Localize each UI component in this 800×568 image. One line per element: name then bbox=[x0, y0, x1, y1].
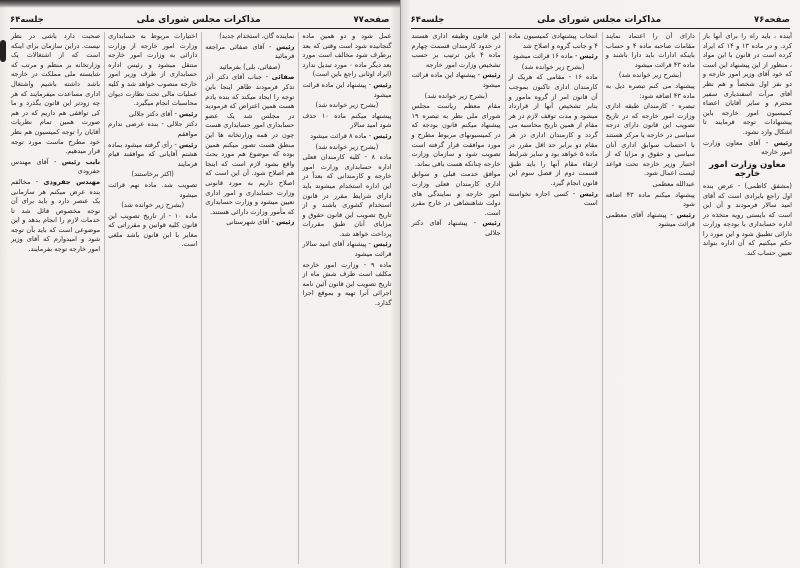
speaker-name: رئیس bbox=[178, 140, 198, 149]
speech-text: پیشنهاد آقای امید سالار قرائت میشود bbox=[302, 240, 392, 259]
speaker-name: رئیس bbox=[579, 52, 598, 61]
paragraph: اختیارات مربوط به حسابداری وزارت امور خارجه از وزارت دارائی به وزارت امور خارجه منتقل میشود و رئیس اداره حسابداری از طرف وزیر امور خارجه منصوب خواهد شد و کلیه عملیات مالی تحت نظارت دیوان محاسبات انجام میگیرد. bbox=[108, 32, 198, 108]
paragraph: آینده ، باید راه را برای آنها باز کرد. و در ماده ۱۳ و ۱۴ که ایراد کرده است در قانون با این مواد ، منظور از این پیشنهاد این است که خود آقای وزیر امور خارجه و دو نفر اول شخصاً و هم نظر آقای مرآت اسفندیاری سفیر محترم و سایر آقایان اعضاء کمیسیون امور خارجه باین پیشنهادات توجه فرمایند تا اشکال وارد نشود. bbox=[702, 32, 792, 136]
speaker-name: رئیس bbox=[482, 71, 501, 80]
text-column bbox=[298, 32, 391, 564]
paragraph: دارای آن را اعتماد نمایند مقامات صاحبه ماده ۴ و حساب باینکه ادارات باید دارا باشند و ماده ۴۳ قرائت میشود bbox=[605, 32, 695, 69]
speech-text: آقای مهندس جفرودی bbox=[11, 157, 101, 176]
text-columns bbox=[8, 32, 392, 564]
stage-direction: (بشرح زیر خوانده شد) bbox=[315, 101, 379, 110]
paragraph: تبصره - کارمندان طبقه اداری وزارت امور خارجه که در تاریخ تصویب این قانون دارای درجه سیاسی در خارجه یا مرکز هستند با احتساب سوابق اداری آنان سیاسی و حقوق و مزایا که از اختیار وزیر خارجه تحت قواعد لیست اعمال شود. bbox=[605, 102, 695, 178]
speech-text: ماده ۸ قرائت میشود bbox=[310, 131, 367, 140]
speaker-name: مهندس جفرودی bbox=[43, 177, 101, 186]
paragraph: صحبت دارد باشی در نظر نیست. دراین سازمان برای اینکه است که از اشتغالات یک وزارتخانه بر منظم و مرتب که شایسته ملی مملکت در خارجه باشد داشته باشیم واشتغال اداری مساعدت میفرمایند که هر چه زودتر این قانون بگذرد و ما کی توافقی هم داریم که در هم صورت همین تمام نظریات آقایان را توجه کمیسیون هم نظر خود مطرح ماست مورد توجه قرار میدهیم. bbox=[11, 32, 101, 156]
paragraph: تصویب شد. ماده نهم قرائت میشود bbox=[108, 180, 198, 199]
speaker-name: رئیس bbox=[373, 131, 392, 140]
speaker-paragraph bbox=[11, 158, 100, 177]
speech-text: ماده ۱۶ قرائت میشود bbox=[512, 52, 573, 61]
separator: - bbox=[30, 177, 44, 186]
speaker-name: رئیس bbox=[482, 219, 501, 228]
speaker-paragraph bbox=[11, 178, 100, 255]
speech-text: پیشنهاد آقای معظمی قرائت میشود bbox=[605, 210, 695, 229]
separator: - bbox=[568, 189, 580, 198]
paragraph: پیشنهاد میکنم ماده ۱۰ حذف شود امید سالار bbox=[302, 111, 392, 130]
paragraph: مقام معظم ریاست مجلس شورای ملی نظر به تبصره ۱۹ پیشنهاد میکنم قانون بودجه که در کمیسیونهای مربوط مطرح و مورد موافقت قرار گرفته است تصویب شود و سازمان وزارت خارجه چنانکه هست باقی بماند. bbox=[411, 102, 501, 168]
separator: - bbox=[262, 73, 272, 82]
separator: - bbox=[366, 131, 374, 140]
paragraph: ماده ۸ - کلیه کارمندان فعلی اداره حسابداری وزارت امور خارجه و کارمندانی که بعداً در این اداره استخدام میشوند باید دارای شرایط مقرر در قانون استخدام کشوری باشند و از تاریخ تصویب این قانون حقوق و مزایای آنان طبق مقررات پرداخت خواهد شد. bbox=[302, 153, 392, 238]
text-column bbox=[104, 32, 197, 564]
speaker-name: رئیس bbox=[373, 80, 392, 89]
stage-direction: (بشرح زیر خوانده شد) bbox=[121, 201, 185, 210]
text-column bbox=[505, 32, 598, 564]
separator: - bbox=[366, 240, 374, 249]
speech-text: پیشنهاد آقای دکتر جلالی bbox=[411, 219, 501, 237]
paragraph: موافق خدمت قبلی و سوابق اداری کارمندان فعلی وزارت امور خارجه و نمایندگی های دولت شاهنشاهی در خارج مقرر است. bbox=[411, 170, 501, 217]
paragraph: نماینده گان، استخدام جدید) bbox=[219, 32, 295, 40]
page-header bbox=[411, 14, 791, 26]
text-column bbox=[409, 32, 501, 564]
speaker-name: رئیس bbox=[773, 138, 792, 147]
speaker-paragraph bbox=[509, 52, 598, 62]
speech-text: آقای دکتر جلالی bbox=[128, 109, 173, 118]
speaker-paragraph bbox=[412, 219, 501, 238]
speaker-paragraph bbox=[205, 73, 294, 217]
paragraph: ماده ۹ - وزارت امور خارجه مکلف است ظرف شش ماه از تاریخ تصویب این قانون آئین نامه اجرائی آنرا تهیه و بموقع اجرا گذارد. bbox=[302, 260, 392, 308]
speaker-name: رئیس bbox=[579, 189, 598, 198]
separator: - bbox=[264, 42, 277, 51]
paragraph: (مشفق کاظمی) - عرض بنده اول راجع بایرادی است که آقای امید سالار فرمودند و آن این است که بایستی رویه متخذه در اداره حسابداری با بودجه وزارت دارائی تطبیق شود و این مورد را حکم میکنیم که آن اداره بتواند تعیین حساب کند. bbox=[702, 181, 792, 258]
speech-text: کسی اجازه نخواسته است bbox=[508, 189, 598, 208]
speech-text: آقای شهرستانی bbox=[226, 218, 270, 227]
speaker-paragraph bbox=[606, 211, 695, 230]
session-label: جلسه۶۴ bbox=[10, 15, 44, 25]
paragraph: عبدالله معظمی bbox=[652, 179, 695, 188]
speech-text: پیشنهاد این ماده قرائت میشود bbox=[302, 80, 392, 99]
header-rule bbox=[411, 28, 791, 29]
separator: - bbox=[467, 219, 483, 228]
speaker-paragraph bbox=[302, 81, 391, 100]
speaker-name: صفائی bbox=[271, 73, 295, 82]
speaker-paragraph bbox=[302, 240, 391, 259]
running-title: مذاکرات مجلس شورای ملی bbox=[136, 15, 261, 25]
speech-text: جناب آقای دکتر آذر تذکر فرمودند ظاهر اینجا باین توجه را ایجاد میکند که بنده یادم هست همین اعتراض که فرمودید در مجلس شد یک عضو حسابداری امور حسابداری هست چون در همه وزارتخانه ها این منطق هست تصور میکنم همین بوده که موضوع هم مورد بحث واقع بشود لازم است که اینجا هم اصلاح شود. آن این است که اصلاح داریم به مورد قانونی وزارت حسابداری و امور اداری تعیین میشود و وزارت حسابداری که مأمور وزارت دارائی هستند. bbox=[205, 73, 295, 216]
speaker-name: نایب رئیس bbox=[61, 157, 101, 166]
paragraph: انتخاب پیشنهادی کمیسیون ماده ۴ و جانب گروه و اصلاح شد bbox=[508, 32, 598, 50]
speaker-name: رئیس bbox=[276, 42, 295, 51]
page-number: صفحه۷۷ bbox=[353, 15, 390, 25]
paragraph: این قانون وظیفه اداری هستند در حدود کارمندان قسمت چهارم ماده ۴ باین ترتیب بر حسب تشخیص وزارت امور خارجه bbox=[411, 32, 501, 69]
speaker-paragraph bbox=[509, 190, 598, 209]
stage-direction: (بشرح زیر خوانده شد) bbox=[424, 91, 488, 100]
paragraph: ماده ۱۰ - از تاریخ تصویب این قانون کلیه قوانین و مقرراتی که مغایر با این قانون باشد ملغی است. bbox=[108, 211, 198, 249]
text-columns bbox=[409, 32, 793, 564]
paragraph: پیشنهاد میکنم ماده ۴۳ اضافه شود bbox=[605, 190, 695, 209]
separator: - bbox=[366, 80, 374, 89]
speech-text: آقای معاون وزارت امور خارجه bbox=[702, 138, 792, 157]
separator: - bbox=[666, 210, 677, 219]
scan-edge bbox=[0, 0, 400, 8]
speaker-paragraph bbox=[108, 141, 197, 170]
paragraph: دکتر جلالی - بنده عرضی ندارم موافقم bbox=[108, 120, 198, 138]
header-rule bbox=[10, 28, 390, 29]
separator: - bbox=[475, 71, 483, 80]
text-column bbox=[699, 32, 792, 564]
speaker-paragraph bbox=[108, 110, 197, 120]
section-heading: معاون وزارت امور خارجه bbox=[709, 159, 786, 180]
text-column bbox=[8, 32, 100, 564]
stage-direction: (صفائی، بلی) بفرمائید bbox=[219, 62, 281, 71]
speech-text: آقای صفائی مراجعه فرمائید bbox=[205, 42, 295, 61]
speaker-paragraph bbox=[205, 218, 294, 228]
text-column bbox=[201, 32, 294, 564]
stage-direction: (بشرح زیر خوانده شد) bbox=[521, 62, 585, 71]
separator: - bbox=[172, 140, 179, 149]
speech-text: رأی گرفته میشود بماده هشتم آقایانی که موافقند قیام فرمایند bbox=[108, 140, 198, 168]
speaker-name: رئیس bbox=[373, 240, 392, 249]
stage-direction: (بشرح زیر خوانده شد) bbox=[618, 71, 682, 80]
speech-text: مخالفم بنده عرض میکنم هر سازمانی یک عنصر دارد و باید برای آن توجه مخصوص قائل شد تا خدمات لازم را انجام بدهد و این موضوعی است که باید بآن توجه شود و امیدوارم که آقای وزیر امور خارجه توجه بفرمایند. bbox=[11, 177, 101, 254]
right-page bbox=[401, 0, 800, 568]
speaker-name: رئیس bbox=[676, 210, 695, 219]
page-header bbox=[10, 14, 390, 26]
text-column bbox=[602, 32, 695, 564]
speech-text: پیشنهاد این ماده قرائت میشود bbox=[411, 71, 501, 89]
speaker-paragraph bbox=[205, 43, 294, 62]
separator: - bbox=[48, 157, 62, 166]
speaker-paragraph bbox=[703, 139, 792, 158]
speaker-name: رئیس bbox=[276, 218, 295, 227]
session-label: جلسه۶۴ bbox=[410, 15, 445, 25]
separator: - bbox=[572, 52, 580, 61]
stage-direction: (اکثر برخاستند) bbox=[131, 170, 174, 179]
speaker-paragraph bbox=[412, 71, 501, 90]
running-title: مذاکرات مجلس شورای ملی bbox=[537, 15, 662, 25]
binding-hole bbox=[0, 40, 6, 62]
separator: - bbox=[760, 138, 774, 147]
paragraph: پیشنهاد می کنم تبصره ذیل به ماده ۴۳ اضافه شود: bbox=[605, 81, 695, 100]
stage-direction: (بشرح زیر خوانده شد) bbox=[315, 142, 379, 151]
page-number: صفحه۷۶ bbox=[753, 15, 790, 25]
speaker-paragraph bbox=[302, 132, 391, 142]
paragraph: عمل شود و دو همین ماده گنجانیده شود است وقتی که بعد برطرف شود مخالف است مورد بعد دیگر ماده ۰ مورد تبدیل ندارد (ایراد اوثانی راجع باین است) bbox=[302, 32, 392, 79]
paragraph: ماده ۱۶ - مقامی که هریک از کارمندان اداری تاکنون بموجب آن قانون امر از گروه مامور و بنابر تشخیص آنها از قرارداد میشود و مدت توقف لازم در هر مقام از همین تاریخ محاسبه می گردد و کارمندان اداری در هر مقام دو برابر حد اقل مقرر در ماده ۵ خواهد بود و سایر شرایط ارتقاء مقام آنها را باید طبق قسمت دوم از فصل سوم این قانون انجام گیرد. bbox=[508, 73, 598, 187]
speaker-name: رئیس bbox=[178, 109, 198, 118]
separator: - bbox=[172, 109, 179, 118]
separator: - bbox=[269, 218, 277, 227]
